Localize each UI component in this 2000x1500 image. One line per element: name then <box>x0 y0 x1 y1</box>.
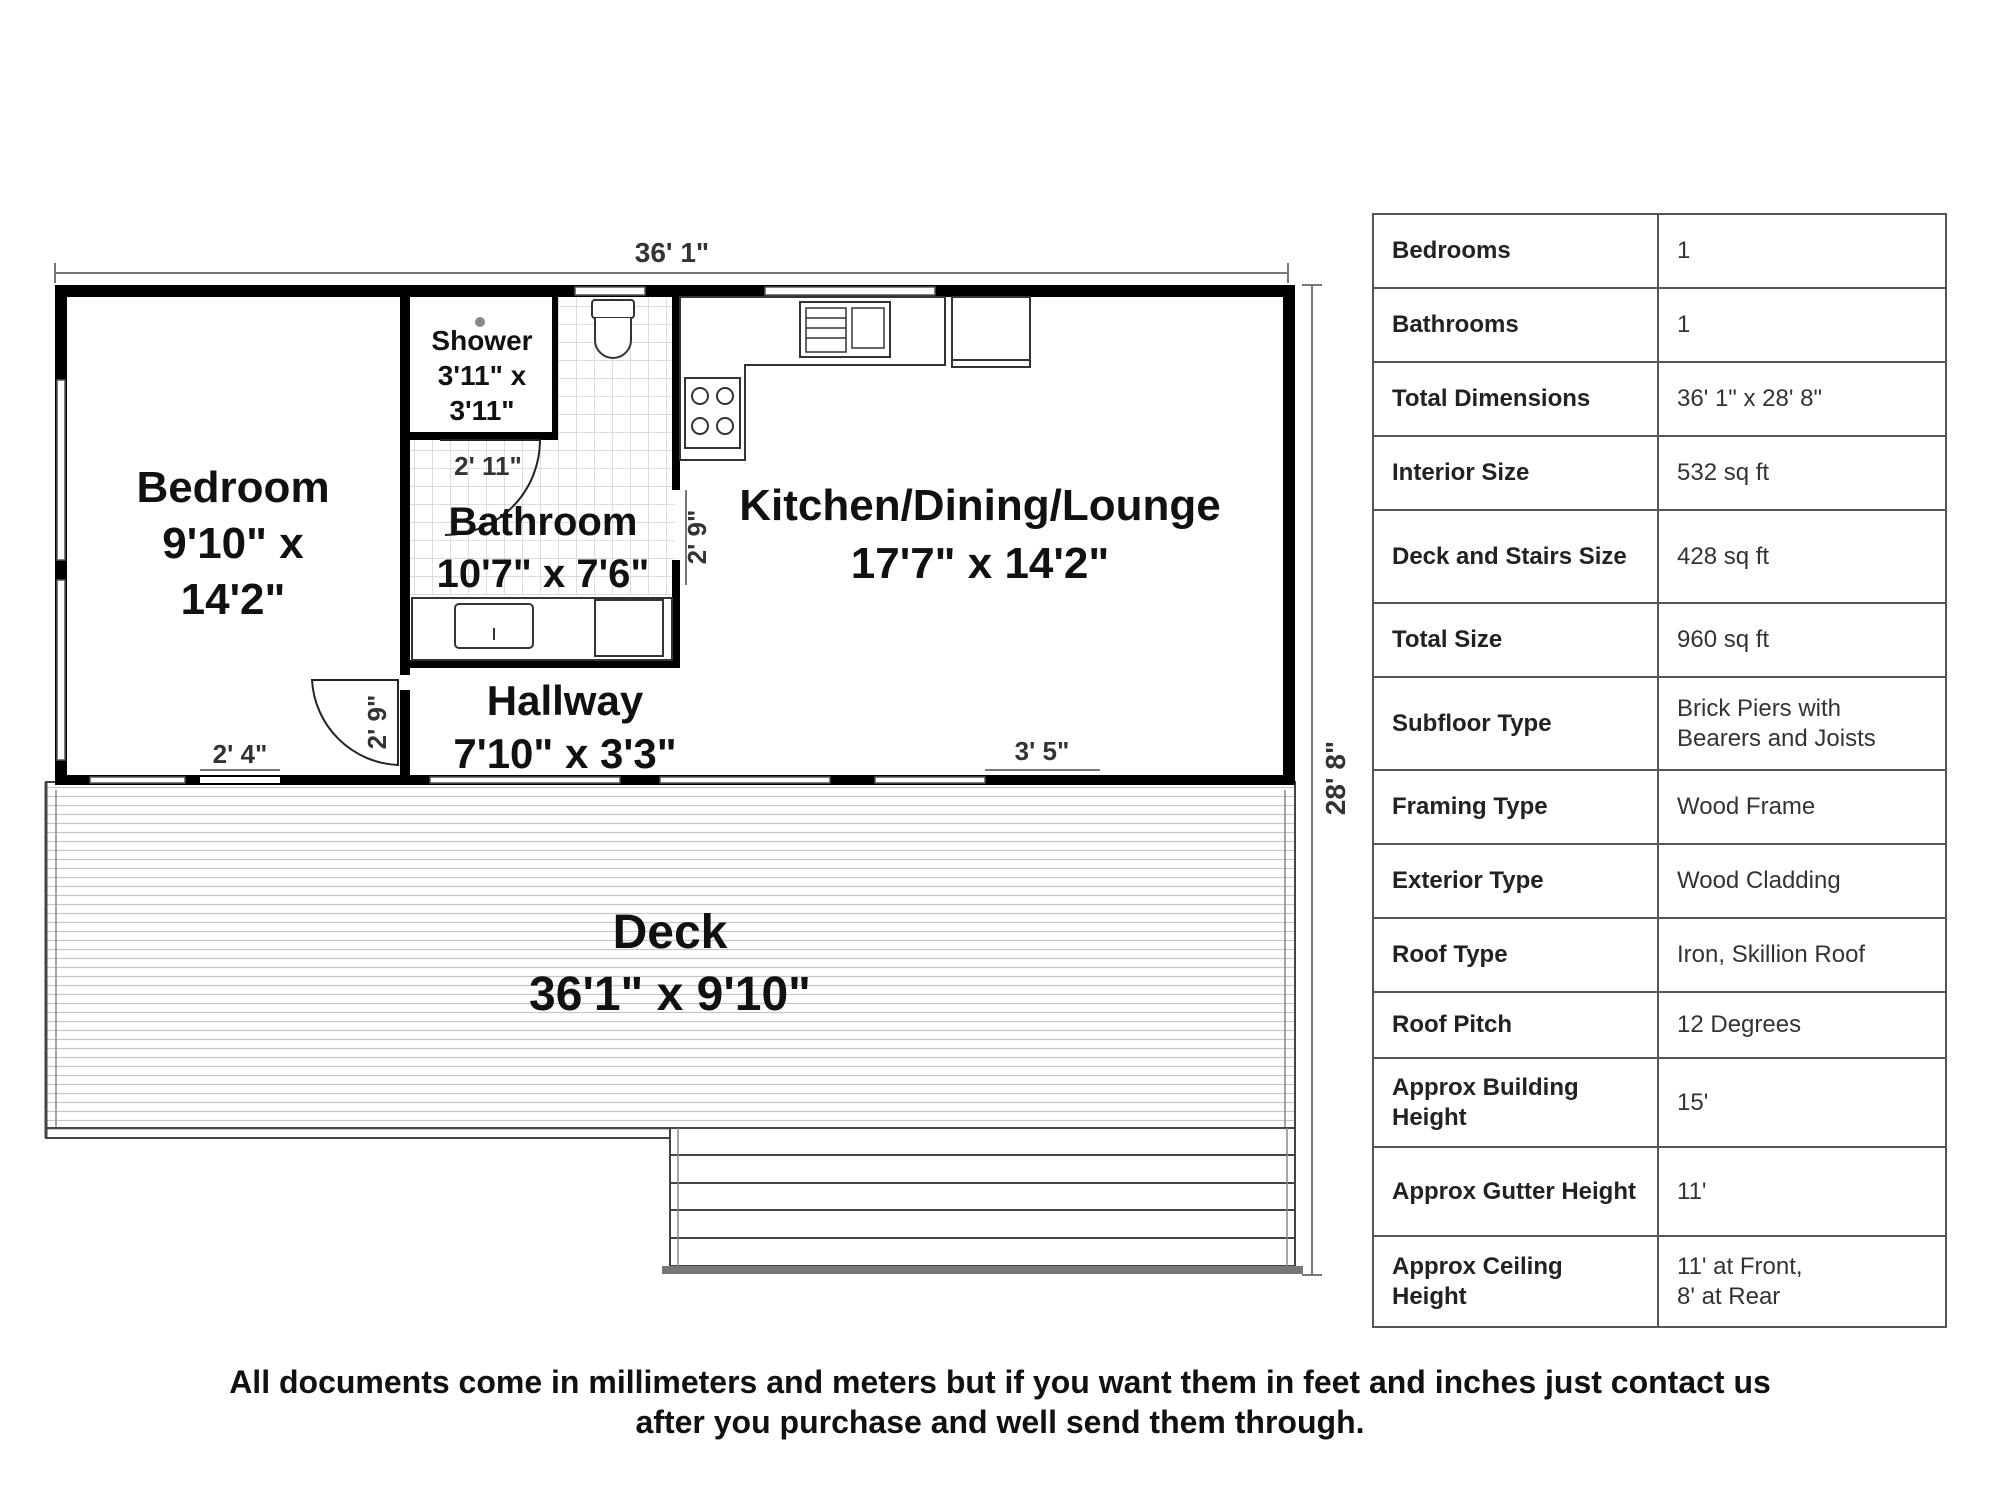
spec-row <box>1373 603 1946 677</box>
room-label-bedroom <box>136 463 329 624</box>
spec-value: 15' <box>1658 1058 1946 1147</box>
spec-value: 1 <box>1658 288 1946 362</box>
spec-row <box>1373 918 1946 992</box>
spec-label: Framing Type <box>1373 770 1658 844</box>
hall-door <box>312 680 398 765</box>
svg-text:10'7" x 7'6": 10'7" x 7'6" <box>436 552 650 596</box>
svg-text:Bedroom: Bedroom <box>136 463 330 512</box>
spec-label: Roof Pitch <box>1373 992 1658 1058</box>
spec-label: Approx Building Height <box>1373 1058 1658 1147</box>
spec-value: 1 <box>1658 214 1946 288</box>
svg-text:36'1" x 9'10": 36'1" x 9'10" <box>529 968 811 1021</box>
spec-value: Wood Cladding <box>1658 844 1946 918</box>
svg-text:14'2": 14'2" <box>180 575 286 624</box>
footer-line-1: All documents come in millimeters and meters but if you want them in feet and inches just contact us <box>229 1364 1771 1400</box>
lounge-door-dim: 3' 5" <box>1014 736 1070 766</box>
stairs <box>662 1128 1303 1274</box>
room-label-kitchen <box>739 481 1221 588</box>
spec-label: Bedrooms <box>1373 214 1658 288</box>
spec-label: Roof Type <box>1373 918 1658 992</box>
svg-text:3'11" x: 3'11" x <box>437 360 527 391</box>
spec-label: Subfloor Type <box>1373 677 1658 770</box>
spec-value: Wood Frame <box>1658 770 1946 844</box>
overall-width-label: 36' 1" <box>634 237 710 268</box>
spec-row <box>1373 362 1946 436</box>
deck <box>46 782 1295 1138</box>
hall-door-dim: 2' 9" <box>362 694 392 750</box>
svg-text:Shower: Shower <box>431 325 533 356</box>
spec-label: Exterior Type <box>1373 844 1658 918</box>
svg-text:Kitchen/Dining/Lounge: Kitchen/Dining/Lounge <box>739 481 1221 530</box>
spec-label: Bathrooms <box>1373 288 1658 362</box>
bathroom-door-dim: 2' 11" <box>454 451 522 481</box>
svg-text:Deck: Deck <box>612 906 728 959</box>
svg-text:3'11": 3'11" <box>449 395 515 426</box>
spec-value: Brick Piers with Bearers and Joists <box>1658 677 1946 770</box>
svg-text:7'10" x 3'3": 7'10" x 3'3" <box>453 730 677 777</box>
kitchen-bench <box>680 297 1030 460</box>
spec-label: Approx Ceiling Height <box>1373 1236 1658 1327</box>
specifications-table <box>1372 213 1947 1328</box>
spec-row <box>1373 770 1946 844</box>
spec-value: 36' 1" x 28' 8" <box>1658 362 1946 436</box>
spec-row <box>1373 992 1946 1058</box>
lounge-door <box>985 736 1100 770</box>
spec-value: 532 sq ft <box>1658 436 1946 510</box>
svg-text:9'10" x: 9'10" x <box>162 519 304 568</box>
spec-label: Deck and Stairs Size <box>1373 510 1658 603</box>
vanity <box>412 598 672 660</box>
spec-row <box>1373 1147 1946 1236</box>
spec-row <box>1373 288 1946 362</box>
kitchen-gap-dimension <box>682 490 712 585</box>
svg-text:Hallway: Hallway <box>486 677 644 724</box>
spec-value: 11' <box>1658 1147 1946 1236</box>
spec-row <box>1373 1236 1946 1327</box>
spec-label: Approx Gutter Height <box>1373 1147 1658 1236</box>
spec-value: 428 sq ft <box>1658 510 1946 603</box>
svg-text:Bathroom: Bathroom <box>448 500 638 544</box>
overall-width-dimension <box>55 237 1288 283</box>
spec-row <box>1373 214 1946 288</box>
spec-label: Total Dimensions <box>1373 362 1658 436</box>
spec-label: Interior Size <box>1373 436 1658 510</box>
spec-label: Total Size <box>1373 603 1658 677</box>
spec-value: 12 Degrees <box>1658 992 1946 1058</box>
toilet <box>592 300 634 358</box>
room-label-hallway <box>453 677 676 777</box>
footer-note <box>0 1362 2000 1442</box>
overall-depth-dimension <box>1302 285 1351 1275</box>
spec-row <box>1373 677 1946 770</box>
svg-text:17'7" x 14'2": 17'7" x 14'2" <box>850 539 1110 588</box>
spec-value: Iron, Skillion Roof <box>1658 918 1946 992</box>
spec-row <box>1373 436 1946 510</box>
overall-depth-label: 28' 8" <box>1320 740 1351 816</box>
spec-value: 11' at Front, 8' at Rear <box>1658 1236 1946 1327</box>
spec-row <box>1373 510 1946 603</box>
spec-row <box>1373 1058 1946 1147</box>
footer-line-2: after you purchase and well send them through. <box>635 1404 1365 1440</box>
kitchen-gap-dim: 2' 9" <box>682 509 712 565</box>
spec-row <box>1373 844 1946 918</box>
spec-value: 960 sq ft <box>1658 603 1946 677</box>
bedroom-door-dim: 2' 4" <box>212 739 268 769</box>
